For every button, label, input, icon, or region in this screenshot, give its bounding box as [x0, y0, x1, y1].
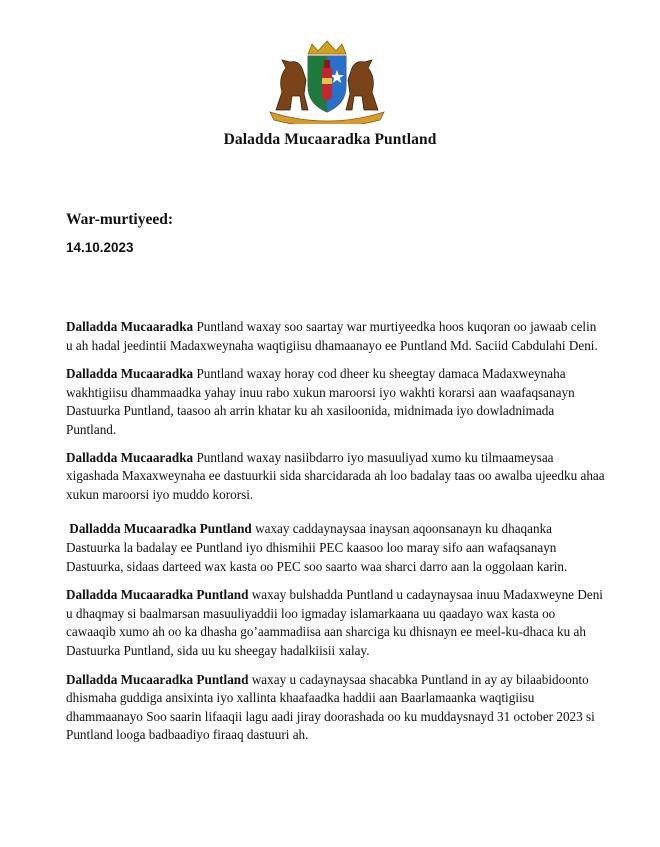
statement-paragraph	[66, 365, 606, 439]
paragraph-bold-lead: Dalladda Mucaaradka Puntland	[66, 671, 249, 687]
statement-paragraph	[66, 520, 606, 576]
organization-title: Daladda Mucaaradka Puntland	[223, 131, 437, 148]
statement-paragraph	[66, 671, 606, 745]
paragraph-text: Puntland waxay horay cod dheer ku sheegtay damaca Madaxweynaha wakhtigiisu dhammaadka yahay inuu rabo xukun maroorsi iyo wakhti korarsi aan waafaqsanayn Dastuurka Puntland, taasoo ah arrin khatar ku ah xasiloonida, midnimada iyo dowladnimada Puntland.	[66, 366, 575, 437]
statement-paragraph	[66, 586, 606, 660]
paragraph-bold-lead: Dalladda Mucaaradka Puntland	[69, 521, 252, 537]
paragraph-bold-lead: Dalladda Mucaaradka Puntland	[66, 587, 249, 603]
statement-body	[66, 318, 606, 755]
paragraph-text: waxay bulshadda Puntland u cadaynaysaa inuu Madaxweyne Deni u dhaqmay si baalmarsan masuuliyaddii loo igmaday islamarkaana uu qaadayo wax kasta oo cawaaqib xumo ah oo ka dhasha go’aammadiisa aan sharciga ku dhisnayn ee meel-ku-dhaca ku ah Dastuurka Puntland, sida uu ku sheegay hadalkiisii xalay.	[66, 587, 603, 658]
puntland-coat-of-arms-icon	[262, 38, 392, 124]
statement-paragraph	[66, 449, 606, 505]
paragraph-bold-lead: Dalladda Mucaaradka	[66, 449, 194, 465]
paragraph-bold-lead: Dalladda Mucaaradka	[66, 319, 194, 334]
document-date: 14.10.2023	[66, 240, 134, 255]
paragraph-bold-lead: Dalladda Mucaaradka	[66, 366, 194, 382]
paragraph-text: waxay u cadaynaysaa shacabka Puntland in ay ay bilaabidoonto dhismaha guddiga ansixinta iyo xallinta khaafaadka haddii aan Baarlamaanka waqtigiisu dhammaanayo Soo saarin lifaaqii lagu aadi jiray doorashada oo ku muddaysnayd 31 october 2023 si Puntland looga badbaadiyo firaaq dastuuri ah.	[66, 671, 595, 743]
statement-paragraph	[66, 318, 606, 355]
paragraph-text: Puntland waxay soo saartay war murtiyeedka hoos kuqoran oo jawaab celin u ah hadal jeedintii Madaxweynaha waqtigiisu dhamaanayo ee Puntland Md. Saciid Cabdulahi Deni.	[66, 319, 598, 353]
paragraph-text: waxay caddaynaysaa inaysan aqoonsanayn ku dhaqanka Dastuurka la badalay ee Puntland iyo dhismihii PEC kaasoo loo maray sifo aan wafaqsanayn Dastuurka, sidaas darteed wax kasta oo PEC soo saarto waa sharci darro aan la oggolaan karin.	[66, 521, 568, 574]
document-type-label: War-murtiyeed:	[66, 211, 174, 228]
paragraph-text: Puntland waxay nasiibdarro iyo masuuliyad xumo ku tilmaameysaa xigashada Maxaxweynaha ee dastuurkii sida sharcidarada ah loo badalay taas oo awalba ujeedku ahaa xukun maroorsi iyo muddo kororsi.	[66, 449, 605, 502]
